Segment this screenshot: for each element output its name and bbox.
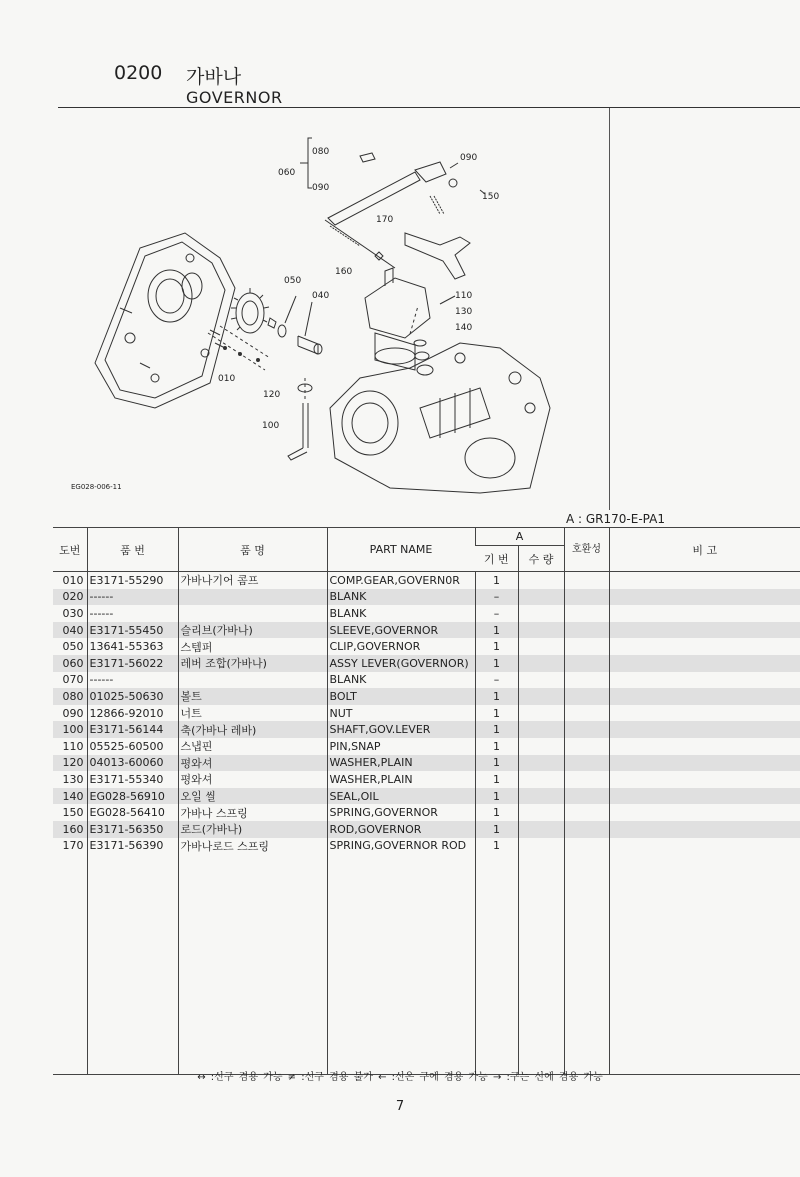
table-row xyxy=(53,788,800,805)
remarks-cell xyxy=(609,755,800,772)
name-kr-cell: 스냅핀 xyxy=(178,738,327,755)
ref-cell: 070 xyxy=(62,673,84,687)
interchange-cell xyxy=(564,572,609,589)
qty-extra-cell xyxy=(518,755,564,772)
name-kr-cell: 스템퍼 xyxy=(178,638,327,655)
ref-cell: 060 xyxy=(53,655,87,672)
parts-table-header xyxy=(53,528,800,572)
ref-cell: 050 xyxy=(62,640,84,654)
part-name-cell: SEAL,OIL xyxy=(327,788,475,805)
name-kr-cell: 너트 xyxy=(178,705,327,722)
interchange-cell xyxy=(564,655,609,672)
interchange-cell xyxy=(564,589,609,606)
callout-170: 170 xyxy=(376,215,394,225)
remarks-cell xyxy=(609,804,800,821)
ref-cell: 140 xyxy=(53,788,87,805)
name-kr-cell: 가바나 스프링 xyxy=(178,804,327,821)
name-kr-cell: 슬리브(가바나) xyxy=(178,622,327,639)
part-name-cell: BLANK xyxy=(327,672,475,689)
callout-150: 150 xyxy=(482,192,500,202)
name-kr-cell xyxy=(178,672,327,689)
diagram-caption: EG028-006-11 xyxy=(71,483,122,491)
header-group-a: A xyxy=(475,528,564,546)
table-row xyxy=(53,638,800,655)
qty-cell: 1 xyxy=(475,572,518,589)
parts-table-body xyxy=(53,572,800,1075)
remarks-cell xyxy=(609,738,800,755)
ref-cell: 100 xyxy=(53,721,87,738)
part-name-cell: BOLT xyxy=(327,688,475,705)
callout-120: 120 xyxy=(263,390,281,400)
interchange-cell xyxy=(564,688,609,705)
empty-cell xyxy=(564,854,609,1075)
gear-case-cover-drawing xyxy=(95,233,235,408)
qty-cell: – xyxy=(475,605,518,622)
callout-060: 060 xyxy=(278,168,296,178)
name-kr-cell: 레버 조합(가바나) xyxy=(178,655,327,672)
name-kr-cell: 평와셔 xyxy=(178,755,327,772)
table-row xyxy=(53,771,800,788)
qty-cell: 1 xyxy=(475,804,518,821)
callout-010: 010 xyxy=(218,374,236,384)
remarks-cell xyxy=(609,672,800,689)
part-no-cell: ------ xyxy=(87,589,178,606)
header-part-name: PART NAME xyxy=(327,528,475,572)
callout-040: 040 xyxy=(312,291,330,301)
ref-cell: 150 xyxy=(62,806,84,820)
ref-cell: 030 xyxy=(62,606,84,620)
empty-cell xyxy=(53,854,87,1075)
header-part-no: 품 번 xyxy=(87,528,178,572)
part-no-cell: 04013-60060 xyxy=(87,755,178,772)
carburetor-drawing xyxy=(365,268,430,370)
table-row xyxy=(53,755,800,772)
name-kr-cell: 가바나기어 콤프 xyxy=(178,572,327,589)
part-name-cell: BLANK xyxy=(327,589,475,606)
governor-rod-drawing xyxy=(325,220,395,268)
remarks-cell xyxy=(609,838,800,855)
callout-160: 160 xyxy=(335,267,353,277)
part-name-cell: WASHER,PLAIN xyxy=(327,755,475,772)
qty-cell: 1 xyxy=(475,738,518,755)
qty-cell: 1 xyxy=(475,838,518,855)
table-row xyxy=(53,721,800,738)
qty-extra-cell xyxy=(518,638,564,655)
empty-cell xyxy=(87,854,178,1075)
interchange-cell xyxy=(564,788,609,805)
empty-cell xyxy=(609,854,800,1075)
remarks-cell xyxy=(609,638,800,655)
part-no-cell: ------ xyxy=(87,672,178,689)
callout-090-top: 090 xyxy=(460,153,478,163)
remarks-cell xyxy=(609,655,800,672)
callout-110: 110 xyxy=(455,291,473,301)
header-remarks: 비 고 xyxy=(609,528,800,572)
qty-extra-cell xyxy=(518,738,564,755)
qty-cell: 1 xyxy=(475,638,518,655)
name-kr-cell: 가바나로드 스프링 xyxy=(178,838,327,855)
callout-130: 130 xyxy=(455,307,473,317)
qty-extra-cell xyxy=(518,622,564,639)
qty-extra-cell xyxy=(518,721,564,738)
part-no-cell: E3171-56350 xyxy=(87,821,178,838)
part-no-cell: E3171-55290 xyxy=(87,572,178,589)
remarks-cell xyxy=(609,788,800,805)
remarks-cell xyxy=(609,771,800,788)
header-interchange: 호환성 xyxy=(564,528,609,572)
name-kr-cell: 로드(가바나) xyxy=(178,821,327,838)
qty-cell: 1 xyxy=(475,622,518,639)
table-row xyxy=(53,655,800,672)
ref-cell: 130 xyxy=(62,772,84,786)
qty-extra-cell xyxy=(518,804,564,821)
table-row xyxy=(53,672,800,689)
part-name-cell: ASSY LEVER(GOVERNOR) xyxy=(327,655,475,672)
section-title-korean: 가바나 xyxy=(186,66,242,88)
part-no-cell: 13641-55363 xyxy=(87,638,178,655)
part-no-cell: 05525-60500 xyxy=(87,738,178,755)
governor-exploded-diagram xyxy=(60,108,610,508)
qty-extra-cell xyxy=(518,821,564,838)
interchange-cell xyxy=(564,771,609,788)
empty-cell xyxy=(327,854,475,1075)
model-label: A : GR170-E-PA1 xyxy=(566,512,665,526)
callout-100: 100 xyxy=(262,421,280,431)
section-title-english: GOVERNOR xyxy=(186,88,283,107)
qty-cell: 1 xyxy=(475,755,518,772)
qty-extra-cell xyxy=(518,688,564,705)
ref-cell: 160 xyxy=(53,821,87,838)
callout-050: 050 xyxy=(284,276,302,286)
qty-cell: – xyxy=(475,589,518,606)
part-no-cell: E3171-55450 xyxy=(87,622,178,639)
part-no-cell: ------ xyxy=(87,605,178,622)
qty-cell: 1 xyxy=(475,771,518,788)
table-row xyxy=(53,688,800,705)
leader-050 xyxy=(285,296,296,323)
part-name-cell: COMP.GEAR,GOVERN0R xyxy=(327,572,475,589)
interchange-cell xyxy=(564,622,609,639)
ref-cell: 010 xyxy=(53,572,87,589)
qty-extra-cell xyxy=(518,672,564,689)
part-no-cell: E3171-56390 xyxy=(87,838,178,855)
part-name-cell: SLEEVE,GOVERNOR xyxy=(327,622,475,639)
interchange-cell xyxy=(564,672,609,689)
compatibility-legend: ↔ :신구 겸용 가능 ≠ :신구 겸용 불가 ← :신은 구에 겸용 가능 → :구는 신에 겸용 가능 xyxy=(197,1072,603,1083)
name-kr-cell: 평와셔 xyxy=(178,771,327,788)
header-qty: 수 량 xyxy=(518,546,564,572)
qty-cell: 1 xyxy=(475,688,518,705)
part-name-cell: SPRING,GOVERNOR xyxy=(327,804,475,821)
qty-extra-cell xyxy=(518,655,564,672)
interchange-cell xyxy=(564,838,609,855)
part-no-cell: E3171-56144 xyxy=(87,721,178,738)
name-kr-cell xyxy=(178,605,327,622)
header-basic: 기 번 xyxy=(475,546,518,572)
ref-cell: 090 xyxy=(62,706,84,720)
qty-extra-cell xyxy=(518,572,564,589)
ref-cell: 170 xyxy=(62,839,84,853)
ref-cell: 110 xyxy=(62,739,84,753)
ref-cell: 020 xyxy=(53,589,87,606)
part-no-cell: 01025-50630 xyxy=(87,688,178,705)
part-no-cell: 12866-92010 xyxy=(87,705,178,722)
table-row xyxy=(53,705,800,722)
part-no-cell: EG028-56410 xyxy=(87,804,178,821)
engine-block-drawing xyxy=(330,343,550,493)
clip-sleeve-drawing xyxy=(278,325,322,354)
part-name-cell: CLIP,GOVERNOR xyxy=(327,638,475,655)
qty-cell: 1 xyxy=(475,705,518,722)
interchange-cell xyxy=(564,721,609,738)
remarks-cell xyxy=(609,605,800,622)
interchange-cell xyxy=(564,821,609,838)
table-row xyxy=(53,804,800,821)
remarks-cell xyxy=(609,589,800,606)
remarks-cell xyxy=(609,721,800,738)
interchange-cell xyxy=(564,738,609,755)
remarks-cell xyxy=(609,622,800,639)
remarks-cell xyxy=(609,688,800,705)
part-name-cell: ROD,GOVERNOR xyxy=(327,821,475,838)
table-row xyxy=(53,838,800,855)
remarks-cell xyxy=(609,821,800,838)
table-row xyxy=(53,589,800,606)
header-name-kr: 품 명 xyxy=(178,528,327,572)
ref-cell: 040 xyxy=(53,622,87,639)
empty-cell xyxy=(518,854,564,1075)
table-row xyxy=(53,605,800,622)
part-name-cell: SHAFT,GOV.LEVER xyxy=(327,721,475,738)
part-name-cell: BLANK xyxy=(327,605,475,622)
qty-extra-cell xyxy=(518,589,564,606)
part-name-cell: NUT xyxy=(327,705,475,722)
remarks-cell xyxy=(609,572,800,589)
page-number: 7 xyxy=(395,1099,405,1114)
part-no-cell: E3171-56022 xyxy=(87,655,178,672)
governor-shaft-drawing xyxy=(288,378,312,460)
qty-cell: 1 xyxy=(475,788,518,805)
interchange-cell xyxy=(564,804,609,821)
qty-extra-cell xyxy=(518,705,564,722)
callout-140: 140 xyxy=(455,323,473,333)
qty-extra-cell xyxy=(518,788,564,805)
part-no-cell: EG028-56910 xyxy=(87,788,178,805)
ref-cell: 120 xyxy=(53,755,87,772)
qty-cell: – xyxy=(475,672,518,689)
qty-cell: 1 xyxy=(475,655,518,672)
qty-cell: 1 xyxy=(475,721,518,738)
table-row xyxy=(53,738,800,755)
name-kr-cell: 볼트 xyxy=(178,688,327,705)
leader-040 xyxy=(305,302,312,336)
qty-cell: 1 xyxy=(475,821,518,838)
part-no-cell: E3171-55340 xyxy=(87,771,178,788)
leader-110 xyxy=(440,296,455,304)
name-kr-cell: 오일 씰 xyxy=(178,788,327,805)
leader-090 xyxy=(450,163,458,168)
governor-gear-drawing xyxy=(208,288,276,370)
qty-extra-cell xyxy=(518,605,564,622)
governor-lever-drawing xyxy=(328,153,470,279)
qty-extra-cell xyxy=(518,838,564,855)
name-kr-cell: 축(가바나 레바) xyxy=(178,721,327,738)
diagram-right-border xyxy=(609,108,610,510)
callout-090: 090 xyxy=(312,183,330,193)
part-name-cell: WASHER,PLAIN xyxy=(327,771,475,788)
interchange-cell xyxy=(564,638,609,655)
section-code: 0200 xyxy=(114,62,163,84)
header-ref: 도번 xyxy=(53,528,87,572)
qty-extra-cell xyxy=(518,771,564,788)
remarks-cell xyxy=(609,705,800,722)
table-row xyxy=(53,622,800,639)
interchange-cell xyxy=(564,705,609,722)
parts-table xyxy=(53,527,800,1075)
callout-080: 080 xyxy=(312,147,330,157)
part-name-cell: PIN,SNAP xyxy=(327,738,475,755)
interchange-cell xyxy=(564,605,609,622)
bracket-060 xyxy=(308,138,312,188)
empty-cell xyxy=(475,854,518,1075)
table-row xyxy=(53,821,800,838)
interchange-cell xyxy=(564,755,609,772)
ref-cell: 080 xyxy=(53,688,87,705)
empty-cell xyxy=(178,854,327,1075)
table-empty-space xyxy=(53,854,800,1075)
name-kr-cell xyxy=(178,589,327,606)
table-row xyxy=(53,572,800,589)
part-name-cell: SPRING,GOVERNOR ROD xyxy=(327,838,475,855)
